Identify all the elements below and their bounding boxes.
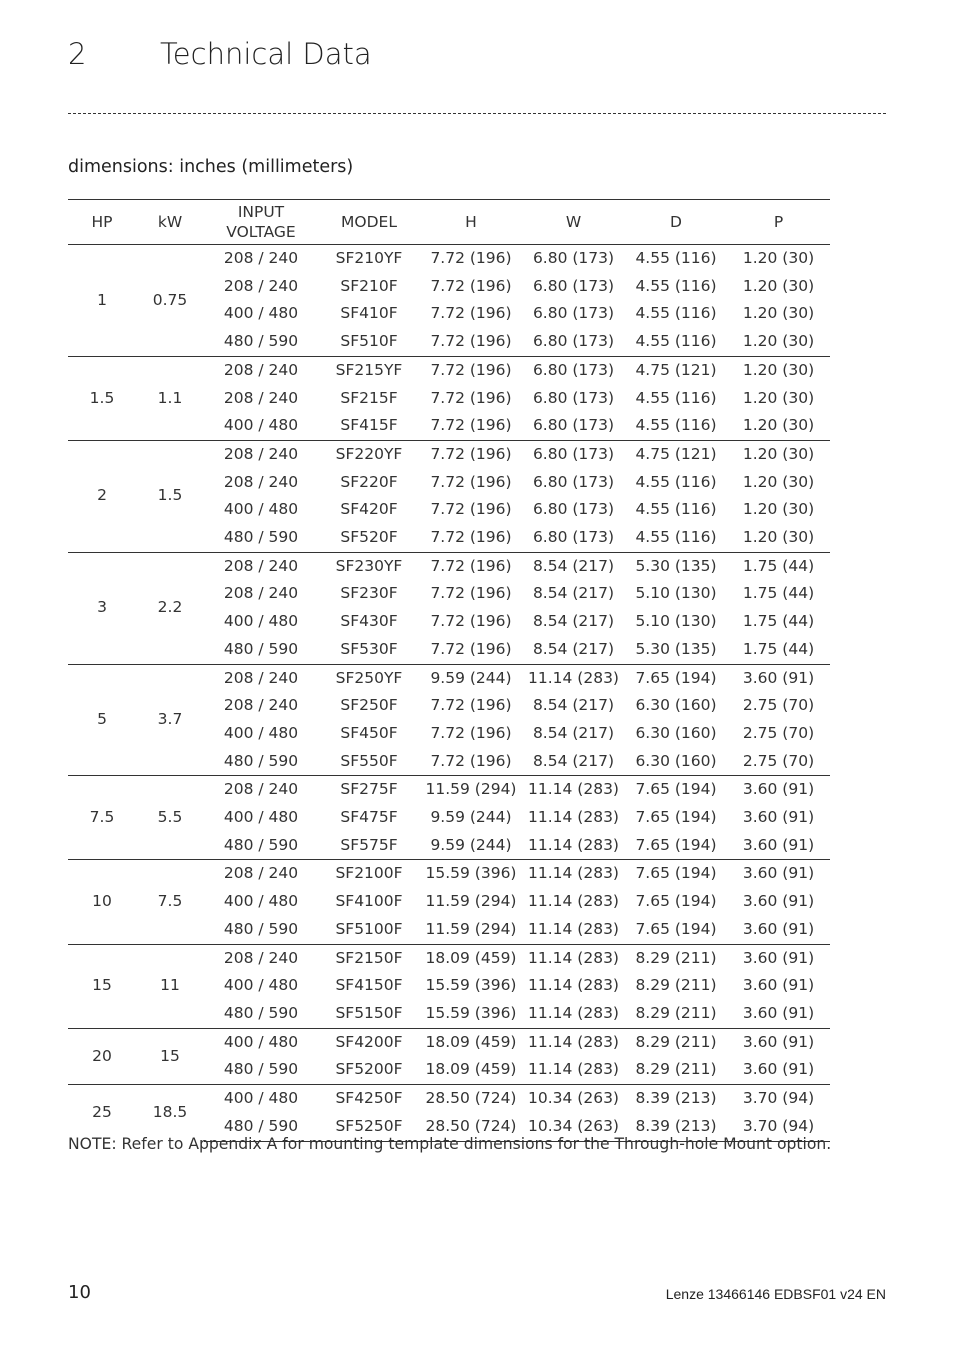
document-reference: Lenze 13466146 EDBSF01 v24 EN	[665, 1286, 886, 1302]
cell-p: 3.60 (91)	[742, 1003, 815, 1022]
cell-model: SF575F	[340, 835, 398, 854]
cell-h: 15.59 (396)	[425, 976, 517, 995]
cell-input-voltage: 480 / 590	[223, 1003, 299, 1022]
cell-p: 3.60 (91)	[742, 835, 815, 854]
cell-model: SF215F	[340, 388, 398, 407]
cell-model: SF4150F	[335, 976, 403, 995]
cell-input-voltage: 208 / 240	[204, 245, 318, 273]
cell-model: SF230YF	[318, 552, 420, 580]
cell-input-voltage: 480 / 590	[223, 751, 299, 770]
cell-p: 1.20 (30)	[742, 332, 815, 351]
cell-h: 18.09 (459)	[420, 944, 522, 972]
cell-input-voltage: 208 / 240	[204, 664, 318, 692]
cell-kw: 5.5	[136, 776, 204, 860]
cell-p: 3.70 (94)	[727, 1113, 830, 1141]
cell-p: 1.20 (30)	[727, 440, 830, 468]
cell-model: SF420F	[340, 500, 398, 519]
cell-hp: 7.5	[68, 776, 136, 860]
cell-d: 7.65 (194)	[635, 835, 717, 854]
cell-d: 4.75 (121)	[625, 356, 727, 384]
cell-model: SF5100F	[335, 919, 403, 938]
cell-input-voltage: 208 / 240	[204, 860, 318, 888]
cell-input-voltage: 400 / 480	[223, 808, 299, 827]
cell-w: 8.54 (217)	[522, 552, 625, 580]
cell-h: 7.72 (196)	[430, 612, 512, 631]
cell-w: 11.14 (283)	[528, 1060, 619, 1079]
section-number: 2	[68, 37, 87, 71]
cell-input-voltage: 480 / 590	[204, 1113, 318, 1141]
cell-w: 11.14 (283)	[528, 919, 619, 938]
cell-w: 8.54 (217)	[532, 696, 615, 715]
cell-model: SF4100F	[335, 892, 403, 911]
cell-d: 8.29 (211)	[625, 944, 727, 972]
cell-h: 7.72 (196)	[420, 245, 522, 273]
cell-model: SF510F	[340, 332, 398, 351]
cell-p: 1.75 (44)	[727, 552, 830, 580]
header-p: P	[727, 200, 830, 245]
cell-p: 1.75 (44)	[742, 639, 815, 658]
cell-h: 28.50 (724)	[420, 1085, 522, 1113]
cell-d: 8.39 (213)	[625, 1113, 727, 1141]
cell-model: SF5250F	[318, 1113, 420, 1141]
cell-p: 1.20 (30)	[727, 356, 830, 384]
cell-model: SF475F	[340, 808, 398, 827]
cell-d: 7.65 (194)	[625, 664, 727, 692]
cell-h: 15.59 (396)	[420, 860, 522, 888]
cell-p: 3.70 (94)	[727, 1085, 830, 1113]
cell-model: SF4200F	[318, 1028, 420, 1056]
cell-w: 11.14 (283)	[522, 776, 625, 804]
header-w: W	[522, 200, 625, 245]
cell-model: SF275F	[318, 776, 420, 804]
cell-kw: 3.7	[136, 664, 204, 776]
cell-p: 3.60 (91)	[742, 808, 815, 827]
cell-model: SF520F	[340, 528, 398, 547]
cell-input-voltage: 400 / 480	[204, 1085, 318, 1113]
header-hp: HP	[68, 200, 136, 245]
cell-w: 6.80 (173)	[532, 388, 615, 407]
cell-kw: 2.2	[136, 552, 204, 664]
cell-w: 11.14 (283)	[522, 944, 625, 972]
cell-p: 3.60 (91)	[727, 860, 830, 888]
cell-input-voltage: 400 / 480	[223, 612, 299, 631]
cell-kw: 7.5	[136, 860, 204, 944]
cell-model: SF430F	[340, 612, 398, 631]
cell-p: 3.60 (91)	[742, 976, 815, 995]
cell-model: SF2150F	[318, 944, 420, 972]
cell-w: 8.54 (217)	[532, 584, 615, 603]
cell-w: 11.14 (283)	[522, 860, 625, 888]
cell-d: 7.65 (194)	[635, 808, 717, 827]
cell-d: 4.55 (116)	[635, 416, 717, 435]
cell-w: 11.14 (283)	[528, 892, 619, 911]
cell-p: 2.75 (70)	[742, 751, 815, 770]
cell-input-voltage: 400 / 480	[223, 416, 299, 435]
cell-p: 1.20 (30)	[742, 416, 815, 435]
cell-d: 5.10 (130)	[635, 584, 717, 603]
cell-hp: 5	[68, 664, 136, 776]
cell-d: 4.55 (116)	[635, 472, 717, 491]
cell-d: 4.55 (116)	[635, 528, 717, 547]
cell-w: 6.80 (173)	[532, 276, 615, 295]
cell-w: 8.54 (217)	[532, 639, 615, 658]
cell-h: 7.72 (196)	[430, 639, 512, 658]
cell-model: SF210F	[340, 276, 398, 295]
table-row	[68, 944, 830, 972]
cell-h: 7.72 (196)	[430, 500, 512, 519]
cell-model: SF220F	[340, 472, 398, 491]
cell-model: SF2100F	[318, 860, 420, 888]
cell-input-voltage: 400 / 480	[223, 500, 299, 519]
header-input-voltage-label: INPUT VOLTAGE	[226, 203, 296, 241]
table-row	[68, 356, 830, 384]
cell-hp: 1.5	[68, 356, 136, 440]
cell-d: 4.55 (116)	[635, 304, 717, 323]
cell-hp: 25	[68, 1085, 136, 1141]
header-input-voltage	[204, 200, 318, 245]
cell-h: 7.72 (196)	[430, 332, 512, 351]
cell-d: 7.65 (194)	[625, 776, 727, 804]
cell-h: 7.72 (196)	[420, 552, 522, 580]
table-row	[68, 1085, 830, 1113]
page-number: 10	[68, 1282, 91, 1303]
table-row	[68, 245, 830, 273]
cell-input-voltage: 208 / 240	[204, 356, 318, 384]
cell-d: 8.29 (211)	[625, 1028, 727, 1056]
table-caption: dimensions: inches (millimeters)	[68, 157, 354, 177]
cell-w: 8.54 (217)	[532, 612, 615, 631]
cell-model: SF550F	[340, 751, 398, 770]
dashed-divider	[68, 113, 886, 114]
cell-d: 5.30 (135)	[635, 639, 717, 658]
cell-p: 1.20 (30)	[742, 472, 815, 491]
cell-input-voltage: 208 / 240	[204, 440, 318, 468]
cell-w: 6.80 (173)	[532, 500, 615, 519]
cell-p: 3.60 (91)	[727, 944, 830, 972]
cell-w: 11.14 (283)	[528, 976, 619, 995]
cell-h: 18.09 (459)	[425, 1060, 517, 1079]
cell-w: 8.54 (217)	[532, 751, 615, 770]
cell-model: SF250YF	[318, 664, 420, 692]
cell-input-voltage: 400 / 480	[223, 304, 299, 323]
cell-d: 7.65 (194)	[635, 919, 717, 938]
cell-w: 11.14 (283)	[522, 1028, 625, 1056]
cell-h: 7.72 (196)	[430, 276, 512, 295]
cell-kw: 11	[136, 944, 204, 1028]
cell-w: 6.80 (173)	[532, 304, 615, 323]
cell-input-voltage: 480 / 590	[223, 919, 299, 938]
cell-h: 7.72 (196)	[430, 388, 512, 407]
cell-h: 9.59 (244)	[430, 835, 512, 854]
cell-w: 6.80 (173)	[532, 416, 615, 435]
cell-p: 1.75 (44)	[742, 584, 815, 603]
cell-h: 7.72 (196)	[430, 528, 512, 547]
cell-d: 5.10 (130)	[635, 612, 717, 631]
cell-d: 7.65 (194)	[635, 892, 717, 911]
cell-h: 11.59 (294)	[420, 776, 522, 804]
cell-input-voltage: 400 / 480	[223, 892, 299, 911]
cell-w: 11.14 (283)	[522, 664, 625, 692]
cell-d: 6.30 (160)	[635, 723, 717, 742]
cell-input-voltage: 480 / 590	[223, 639, 299, 658]
cell-input-voltage: 208 / 240	[223, 388, 299, 407]
cell-d: 4.55 (116)	[635, 500, 717, 519]
cell-model: SF410F	[340, 304, 398, 323]
cell-p: 1.20 (30)	[742, 500, 815, 519]
cell-p: 1.20 (30)	[742, 528, 815, 547]
cell-p: 2.75 (70)	[742, 723, 815, 742]
cell-input-voltage: 208 / 240	[204, 776, 318, 804]
cell-h: 9.59 (244)	[420, 664, 522, 692]
cell-input-voltage: 400 / 480	[223, 976, 299, 995]
cell-h: 15.59 (396)	[425, 1003, 517, 1022]
cell-w: 8.54 (217)	[532, 723, 615, 742]
cell-kw: 0.75	[136, 245, 204, 357]
cell-d: 4.55 (116)	[635, 388, 717, 407]
cell-h: 28.50 (724)	[420, 1113, 522, 1141]
cell-p: 2.75 (70)	[742, 696, 815, 715]
cell-d: 4.55 (116)	[635, 332, 717, 351]
table-body	[68, 245, 830, 1142]
cell-h: 7.72 (196)	[420, 356, 522, 384]
cell-d: 6.30 (160)	[635, 751, 717, 770]
cell-w: 6.80 (173)	[522, 245, 625, 273]
cell-d: 8.29 (211)	[635, 976, 717, 995]
cell-w: 6.80 (173)	[522, 440, 625, 468]
cell-hp: 3	[68, 552, 136, 664]
cell-d: 8.29 (211)	[635, 1060, 717, 1079]
cell-w: 10.34 (263)	[522, 1113, 625, 1141]
cell-model: SF250F	[340, 696, 398, 715]
cell-kw: 18.5	[136, 1085, 204, 1141]
cell-hp: 15	[68, 944, 136, 1028]
cell-input-voltage: 400 / 480	[223, 723, 299, 742]
cell-w: 11.14 (283)	[528, 808, 619, 827]
cell-hp: 1	[68, 245, 136, 357]
cell-w: 6.80 (173)	[522, 356, 625, 384]
cell-h: 11.59 (294)	[425, 892, 517, 911]
cell-d: 5.30 (135)	[625, 552, 727, 580]
table-row	[68, 552, 830, 580]
cell-d: 4.75 (121)	[625, 440, 727, 468]
cell-w: 11.14 (283)	[528, 835, 619, 854]
cell-w: 6.80 (173)	[532, 332, 615, 351]
table-row	[68, 1028, 830, 1056]
cell-model: SF450F	[340, 723, 398, 742]
cell-model: SF5200F	[335, 1060, 403, 1079]
cell-hp: 10	[68, 860, 136, 944]
cell-d: 6.30 (160)	[635, 696, 717, 715]
table-row	[68, 664, 830, 692]
cell-p: 3.60 (91)	[727, 1028, 830, 1056]
cell-w: 6.80 (173)	[532, 528, 615, 547]
cell-model: SF5150F	[335, 1003, 403, 1022]
cell-input-voltage: 400 / 480	[204, 1028, 318, 1056]
cell-p: 3.60 (91)	[742, 1060, 815, 1079]
cell-h: 7.72 (196)	[430, 751, 512, 770]
cell-w: 11.14 (283)	[528, 1003, 619, 1022]
cell-h: 7.72 (196)	[420, 440, 522, 468]
header-kw: kW	[136, 200, 204, 245]
cell-model: SF210YF	[318, 245, 420, 273]
cell-p: 3.60 (91)	[742, 919, 815, 938]
cell-h: 7.72 (196)	[430, 304, 512, 323]
cell-model: SF215YF	[318, 356, 420, 384]
cell-input-voltage: 480 / 590	[223, 1060, 299, 1079]
cell-input-voltage: 208 / 240	[223, 276, 299, 295]
cell-h: 18.09 (459)	[420, 1028, 522, 1056]
cell-h: 7.72 (196)	[430, 584, 512, 603]
cell-kw: 1.1	[136, 356, 204, 440]
cell-p: 1.20 (30)	[742, 276, 815, 295]
cell-w: 6.80 (173)	[532, 472, 615, 491]
cell-p: 1.20 (30)	[742, 304, 815, 323]
cell-h: 7.72 (196)	[430, 472, 512, 491]
cell-h: 7.72 (196)	[430, 723, 512, 742]
cell-p: 1.20 (30)	[727, 245, 830, 273]
cell-model: SF220YF	[318, 440, 420, 468]
cell-d: 4.55 (116)	[635, 276, 717, 295]
cell-kw: 1.5	[136, 440, 204, 552]
cell-p: 1.75 (44)	[742, 612, 815, 631]
cell-input-voltage: 208 / 240	[204, 552, 318, 580]
cell-h: 7.72 (196)	[430, 416, 512, 435]
table-note: NOTE: Refer to Appendix A for mounting template dimensions for the Through-hole Mount option.	[68, 1135, 832, 1153]
header-d: D	[625, 200, 727, 245]
header-model: MODEL	[318, 200, 420, 245]
table-row	[68, 860, 830, 888]
cell-p: 3.60 (91)	[727, 664, 830, 692]
cell-d: 4.55 (116)	[625, 245, 727, 273]
page-title: Technical Data	[160, 37, 372, 71]
cell-d: 8.29 (211)	[635, 1003, 717, 1022]
cell-model: SF415F	[340, 416, 398, 435]
cell-model: SF530F	[340, 639, 398, 658]
cell-input-voltage: 480 / 590	[223, 332, 299, 351]
header-h: H	[420, 200, 522, 245]
cell-h: 9.59 (244)	[430, 808, 512, 827]
cell-d: 7.65 (194)	[625, 860, 727, 888]
cell-h: 7.72 (196)	[430, 696, 512, 715]
cell-p: 3.60 (91)	[742, 892, 815, 911]
cell-input-voltage: 208 / 240	[223, 472, 299, 491]
cell-input-voltage: 480 / 590	[223, 528, 299, 547]
cell-input-voltage: 208 / 240	[204, 944, 318, 972]
table-row	[68, 440, 830, 468]
cell-input-voltage: 480 / 590	[223, 835, 299, 854]
cell-input-voltage: 208 / 240	[223, 696, 299, 715]
cell-hp: 20	[68, 1028, 136, 1084]
cell-hp: 2	[68, 440, 136, 552]
cell-p: 3.60 (91)	[727, 776, 830, 804]
cell-kw: 15	[136, 1028, 204, 1084]
cell-model: SF4250F	[318, 1085, 420, 1113]
cell-model: SF230F	[340, 584, 398, 603]
table-header	[68, 200, 830, 245]
table-row	[68, 776, 830, 804]
cell-w: 10.34 (263)	[522, 1085, 625, 1113]
cell-input-voltage: 208 / 240	[223, 584, 299, 603]
dimensions-table	[68, 199, 830, 1142]
cell-p: 1.20 (30)	[742, 388, 815, 407]
cell-h: 11.59 (294)	[425, 919, 517, 938]
cell-d: 8.39 (213)	[625, 1085, 727, 1113]
